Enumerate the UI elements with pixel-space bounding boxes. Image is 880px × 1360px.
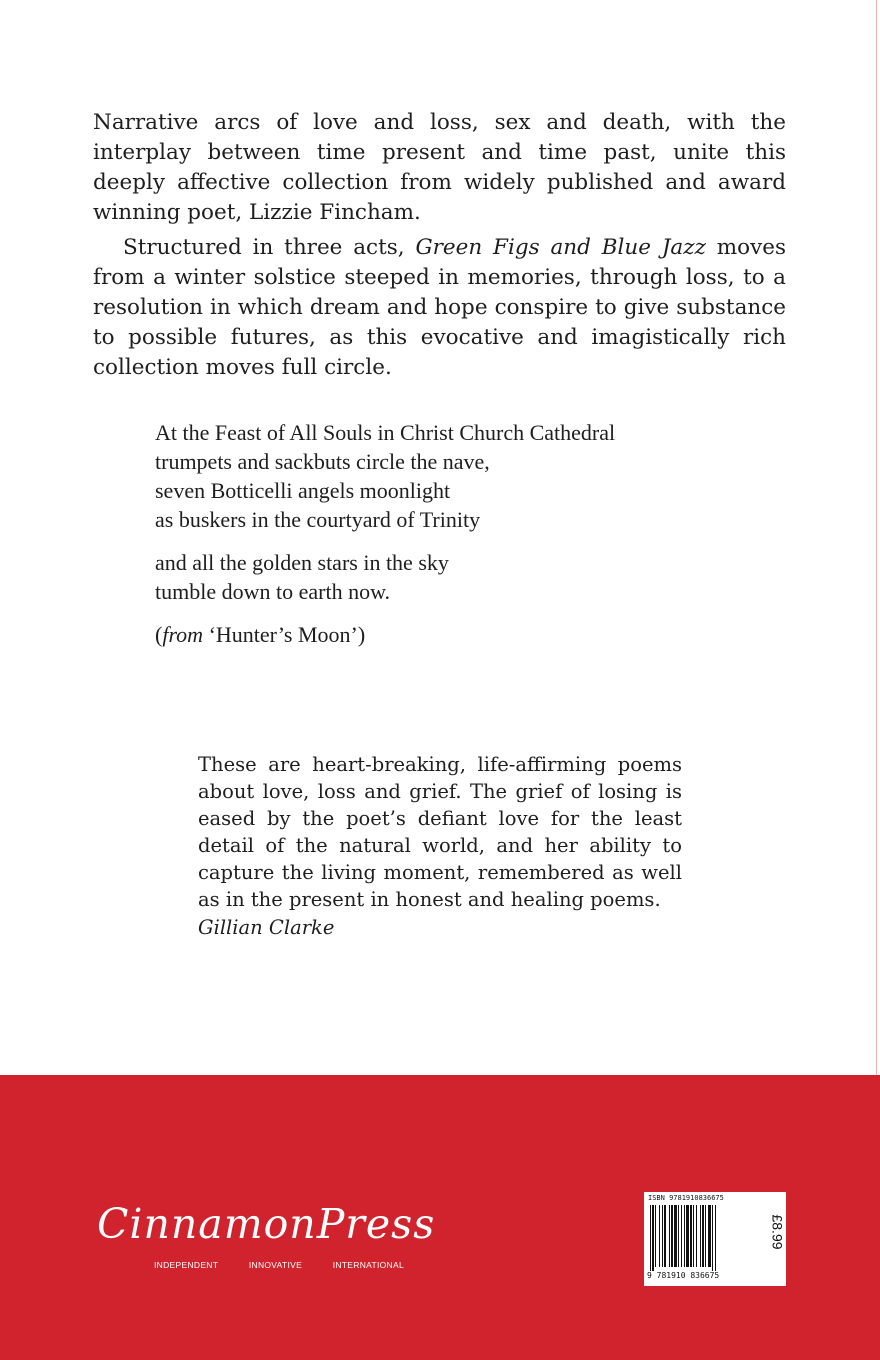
book-title: Green Figs and Blue Jazz	[415, 235, 706, 260]
blurb-paragraph-2-suffix: moves from a winter solstice steeped in memories, through loss, to a resolution in which dream and hope conspire to give substance to possible futures, as this evocative and imagistically rich collection moves full circle.	[93, 235, 786, 380]
logo-wordmark: CinnamonPress	[97, 1200, 436, 1248]
poem-line: trumpets and sackbuts circle the nave,	[155, 449, 490, 474]
tagline-independent: INDEPENDENT	[154, 1260, 219, 1270]
blurb-paragraph-2	[93, 233, 786, 383]
isbn-label: ISBN 9781910836675	[648, 1194, 724, 1202]
book-blurb	[93, 108, 786, 383]
poem-source	[155, 620, 755, 649]
endorsement	[198, 751, 682, 941]
poem-source-from: from	[162, 622, 204, 647]
isbn-digits: 9 781910 836675	[647, 1271, 720, 1280]
poem-excerpt	[155, 418, 755, 649]
poem-line: At the Feast of All Souls in Christ Church Cathedral	[155, 420, 616, 445]
poem-line: tumble down to earth now.	[155, 579, 391, 604]
footer-band	[0, 1075, 880, 1360]
barcode-icon	[650, 1205, 744, 1271]
tagline-international: INTERNATIONAL	[332, 1260, 404, 1270]
page-edge-line	[876, 0, 877, 1075]
cinnamon-press-logo	[97, 1199, 436, 1270]
price-label: £8.99	[769, 1214, 786, 1250]
tagline-innovative: INNOVATIVE	[248, 1260, 303, 1270]
poem-line: seven Botticelli angels moonlight	[155, 478, 451, 503]
blurb-paragraph-1: Narrative arcs of love and loss, sex and death, with the interplay between time present and time past, unite this deeply affective collection from widely published and award winning poet, Lizzie Fincham.	[93, 110, 786, 225]
poem-line: as buskers in the courtyard of Trinity	[155, 507, 481, 532]
poem-stanza-1	[155, 418, 755, 534]
poem-line: and all the golden stars in the sky	[155, 550, 449, 575]
poem-source-open: (	[155, 622, 163, 647]
isbn-barcode-box	[644, 1192, 786, 1286]
poem-source-title: ‘Hunter’s Moon’)	[203, 622, 366, 647]
poem-stanza-2	[155, 548, 755, 606]
endorsement-author: Gillian Clarke	[198, 916, 335, 939]
logo-taglines	[154, 1260, 404, 1270]
blurb-paragraph-2-prefix: Structured in three acts,	[123, 235, 416, 260]
endorsement-text: These are heart-breaking, life-affirming poems about love, loss and grief. The grief of losing is eased by the poet’s defiant love for the least detail of the natural world, and her ability to capture the living moment, remembered as well as in the present in honest and healing poems.	[198, 753, 682, 911]
